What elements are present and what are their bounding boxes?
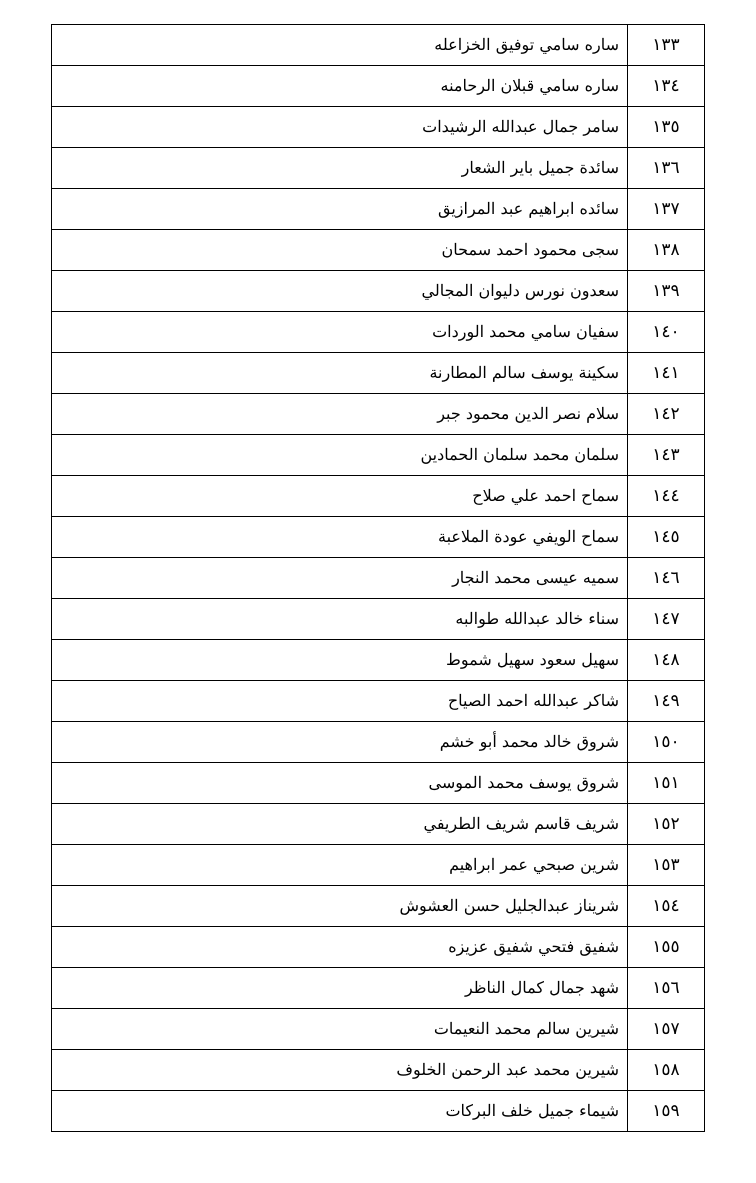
table-row [52, 107, 705, 148]
table-row [52, 1091, 705, 1132]
row-name: شرين صبحي عمر ابراهيم [52, 845, 628, 886]
table-row [52, 476, 705, 517]
row-name: شروق يوسف محمد الموسى [52, 763, 628, 804]
table-row [52, 927, 705, 968]
row-name: شهد جمال كمال الناظر [52, 968, 628, 1009]
row-name: ساره سامي توفيق الخزاعله [52, 25, 628, 66]
row-name: سامر جمال عبدالله الرشيدات [52, 107, 628, 148]
table-row [52, 804, 705, 845]
table-row [52, 435, 705, 476]
row-name: سهيل سعود سهيل شموط [52, 640, 628, 681]
table-row [52, 722, 705, 763]
table-row [52, 25, 705, 66]
row-number: ١٣٧ [628, 189, 705, 230]
row-name: سعدون نورس دليوان المجالي [52, 271, 628, 312]
table-row [52, 230, 705, 271]
row-number: ١٥٩ [628, 1091, 705, 1132]
row-name: سلمان محمد سلمان الحمادين [52, 435, 628, 476]
row-name: شيرين محمد عبد الرحمن الخلوف [52, 1050, 628, 1091]
row-number: ١٣٨ [628, 230, 705, 271]
table-row [52, 845, 705, 886]
table-row [52, 681, 705, 722]
row-name: شريف قاسم شريف الطريفي [52, 804, 628, 845]
row-number: ١٤٦ [628, 558, 705, 599]
row-name: شفيق فتحي شفيق عزيزه [52, 927, 628, 968]
table-row [52, 353, 705, 394]
row-number: ١٥١ [628, 763, 705, 804]
row-name: شاكر عبدالله احمد الصياح [52, 681, 628, 722]
row-name: شيماء جميل خلف البركات [52, 1091, 628, 1132]
names-table [51, 24, 705, 1132]
table-row [52, 763, 705, 804]
table-row [52, 189, 705, 230]
row-number: ١٤٨ [628, 640, 705, 681]
table-row [52, 1009, 705, 1050]
row-number: ١٤٩ [628, 681, 705, 722]
row-name: سماح الويفي عودة الملاعبة [52, 517, 628, 558]
row-name: سميه عيسى محمد النجار [52, 558, 628, 599]
row-number: ١٣٩ [628, 271, 705, 312]
row-number: ١٥٥ [628, 927, 705, 968]
row-number: ١٤٥ [628, 517, 705, 558]
row-number: ١٣٣ [628, 25, 705, 66]
table-row [52, 558, 705, 599]
row-number: ١٥٢ [628, 804, 705, 845]
table-row [52, 886, 705, 927]
table-row [52, 640, 705, 681]
row-number: ١٥٤ [628, 886, 705, 927]
row-name: سائده ابراهيم عبد المرازيق [52, 189, 628, 230]
row-number: ١٣٥ [628, 107, 705, 148]
table-row [52, 517, 705, 558]
row-name: سماح احمد علي صلاح [52, 476, 628, 517]
row-number: ١٤٣ [628, 435, 705, 476]
row-name: سفيان سامي محمد الوردات [52, 312, 628, 353]
row-number: ١٥٨ [628, 1050, 705, 1091]
row-name: سلام نصر الدين محمود جبر [52, 394, 628, 435]
row-number: ١٥٦ [628, 968, 705, 1009]
table-row [52, 1050, 705, 1091]
row-number: ١٥٠ [628, 722, 705, 763]
row-name: ساره سامي قبلان الرحامنه [52, 66, 628, 107]
row-name: سكينة يوسف سالم المطارنة [52, 353, 628, 394]
table-row [52, 271, 705, 312]
row-number: ١٥٣ [628, 845, 705, 886]
row-name: شيرين سالم محمد النعيمات [52, 1009, 628, 1050]
names-table-body [52, 25, 705, 1132]
row-number: ١٤٧ [628, 599, 705, 640]
row-number: ١٤١ [628, 353, 705, 394]
row-number: ١٤٢ [628, 394, 705, 435]
row-name: شريناز عبدالجليل حسن العشوش [52, 886, 628, 927]
row-number: ١٤٤ [628, 476, 705, 517]
table-row [52, 312, 705, 353]
row-name: شروق خالد محمد أبو خشم [52, 722, 628, 763]
row-name: سائدة جميل باير الشعار [52, 148, 628, 189]
table-row [52, 66, 705, 107]
table-row [52, 968, 705, 1009]
table-row [52, 148, 705, 189]
row-name: سناء خالد عبدالله طوالبه [52, 599, 628, 640]
row-number: ١٣٦ [628, 148, 705, 189]
row-name: سجى محمود احمد سمحان [52, 230, 628, 271]
row-number: ١٣٤ [628, 66, 705, 107]
row-number: ١٥٧ [628, 1009, 705, 1050]
table-row [52, 599, 705, 640]
row-number: ١٤٠ [628, 312, 705, 353]
table-row [52, 394, 705, 435]
